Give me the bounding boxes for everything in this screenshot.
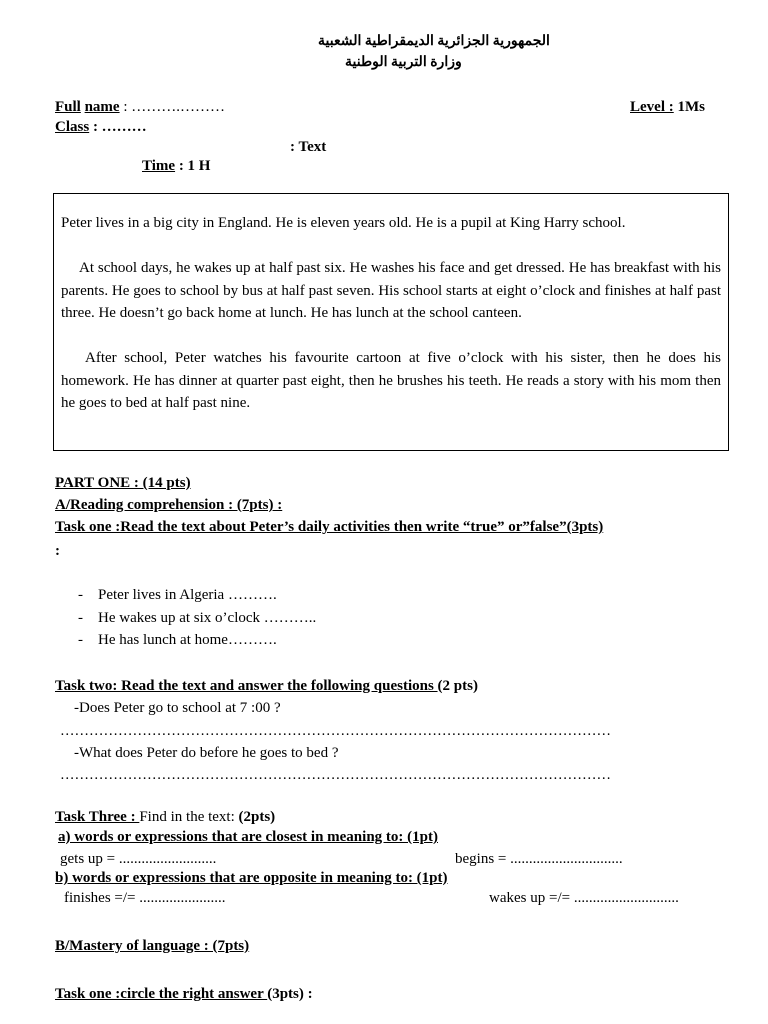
task-three-a-gets-up[interactable]: gets up = .......................... <box>60 851 217 867</box>
passage-paragraph-1: Peter lives in a big city in England. He is eleven years old. He is a pupil at King Harry school. <box>61 215 626 231</box>
ministry-header-line2: وزارة التربية الوطنية <box>345 55 462 70</box>
section-b-task-one-main: Task one :circle the right answer <box>55 986 268 1002</box>
task-two-answer-line-2[interactable]: …………………………………………………………………………………………………… <box>60 767 611 783</box>
time-value: : 1 H <box>175 158 211 174</box>
text-label: : Text <box>290 139 327 155</box>
passage-paragraph-3: After school, Peter watches his favourite cartoon at five o’clock with his sister, then he does his homework. He has dinner at quarter past eight, then he brushes his teeth. He reads a story with his mom then he goes to bed at half past nine. <box>61 350 721 411</box>
section-b-title: B/Mastery of language : (7pts) <box>55 938 250 954</box>
level-label: Level : <box>630 99 674 115</box>
section-b-task-one-pts: (3pts) : <box>267 986 313 1002</box>
class-label: Class <box>55 119 90 135</box>
task-two-title-main: Task two: Read the text and answer the following questions <box>55 678 438 694</box>
task-three-b-wakes-up[interactable]: wakes up =/= ............................ <box>489 890 679 906</box>
task-two-answer-line-1[interactable]: …………………………………………………………………………………………………… <box>60 723 611 739</box>
section-a-title: A/Reading comprehension : (7pts) : <box>55 497 283 513</box>
section-b-task-one-title <box>55 986 313 1003</box>
class-field <box>55 119 147 136</box>
task-three-a-title: a) words or expressions that are closest in meaning to: (1pt) <box>58 829 438 845</box>
passage-paragraph-2: At school days, he wakes up at half past six. He washes his face and get dressed. He has breakfast with his parents. He goes to school by bus at half past seven. His school starts at eight o’clock and finishes at half past three. He doesn’t go back home at lunch. He has lunch at the school canteen. <box>61 260 721 321</box>
full-label: Full <box>55 99 81 115</box>
task-three-b-finishes[interactable]: finishes =/= ....................... <box>64 890 226 906</box>
time-field <box>142 158 210 175</box>
ministry-header-line1: الجمهورية الجزائرية الديمقراطية الشعبية <box>318 34 550 49</box>
level-field <box>630 99 705 116</box>
task-one-item-3-text: He has lunch at home………. <box>98 632 277 648</box>
task-one-item-2: - He wakes up at six o’clock ……….. <box>78 610 317 626</box>
task-one-colon: : <box>55 543 60 559</box>
task-three-b-title: b) words or expressions that are opposite in meaning to: (1pt) <box>55 870 448 886</box>
time-label: Time <box>142 158 176 174</box>
task-two-question-1: -Does Peter go to school at 7 :00 ? <box>74 700 281 716</box>
level-value: 1Ms <box>673 99 705 115</box>
task-one-item-1-text: Peter lives in Algeria ………. <box>98 587 277 603</box>
task-two-question-2: -What does Peter do before he goes to bed ? <box>74 745 339 761</box>
task-three-title <box>55 809 275 826</box>
task-three-title-plain: Find in the text: <box>139 809 239 825</box>
task-one-item-2-text: He wakes up at six o’clock ……….. <box>98 610 317 626</box>
class-dots: : ……… <box>89 119 147 135</box>
task-one-item-1: - Peter lives in Algeria ………. <box>78 587 277 603</box>
full-name-field <box>55 99 225 116</box>
task-one-item-3: - He has lunch at home………. <box>78 632 277 648</box>
name-dots: : ……….……… <box>119 99 226 115</box>
task-two-title <box>55 678 478 695</box>
task-three-title-main: Task Three : <box>55 809 140 825</box>
name-label: name <box>84 99 120 115</box>
task-three-a-begins[interactable]: begins = .............................. <box>455 851 623 867</box>
task-three-title-pts: (2pts) <box>238 809 276 825</box>
task-one-title: Task one :Read the text about Peter’s daily activities then write “true” or”false”(3pts) <box>55 519 604 535</box>
task-two-title-pts: (2 pts) <box>437 678 478 694</box>
part-one-title: PART ONE : (14 pts) <box>55 475 191 491</box>
